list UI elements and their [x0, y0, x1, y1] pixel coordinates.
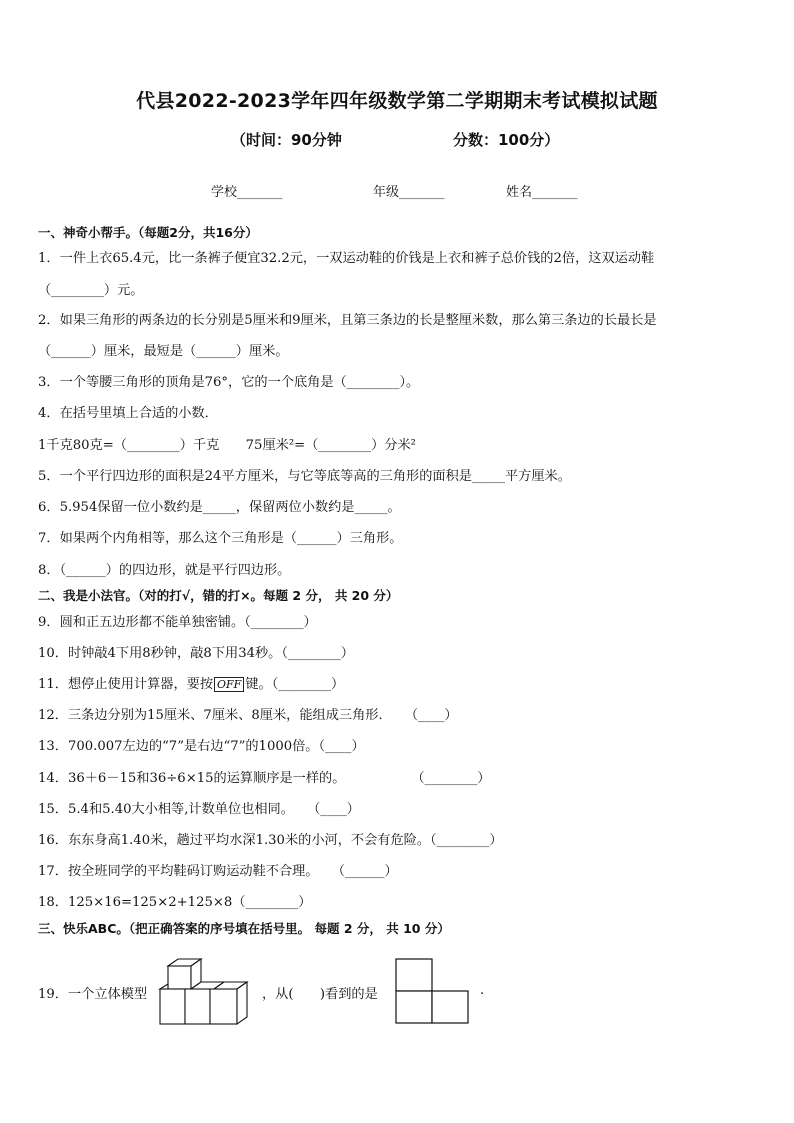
question-9: 9．圆和正五边形都不能单独密铺。（________） [38, 615, 317, 630]
question-5: 5．一个平行四边形的面积是24平方厘米，与它等底等高的三角形的面积是_____平方厘米。 [38, 469, 571, 484]
question-17: 17．按全班同学的平均鞋码订购运动鞋不合理。 （______） [38, 864, 398, 879]
question-1-line-1: 1．一件上衣65.4元，比一条裤子便宜32.2元，一双运动鞋的价钱是上衣和裤子总价钱的2倍，这双运动鞋 [38, 251, 655, 266]
question-3: 3．一个等腰三角形的顶角是76°，它的一个底角是（________）。 [38, 375, 420, 390]
time-label: （时间：90分钟 [231, 131, 342, 149]
cube-model-figure [157, 957, 249, 1027]
view-shape-figure [394, 957, 472, 1025]
question-16: 16．东东身高1.40米，趟过平均水深1.30米的小河，不会有危险。（________） [38, 833, 503, 848]
question-13: 13．700.007左边的“7”是右边“7”的1000倍。（____） [38, 739, 365, 754]
question-1-line-2: （________）元。 [38, 283, 144, 298]
question-19-middle: ，从( )看到的是 [262, 987, 378, 1002]
section-2-heading: 二、我是小法官。（对的打√，错的打×。每题 2 分， 共 20 分） [38, 588, 399, 603]
question-11-after: 键。（________） [245, 677, 345, 692]
question-11 [38, 676, 768, 694]
question-6: 6．5.954保留一位小数约是_____，保留两位小数约是_____。 [38, 500, 401, 515]
question-4-items: 1千克80克=（________）千克 75厘米²=（________）分米² [38, 438, 416, 453]
question-18: 18．125×16=125×2+125×8（________） [38, 895, 312, 910]
grade-field: 年级_______ [373, 185, 445, 200]
question-11-before: 11．想停止使用计算器，要按 [38, 677, 214, 692]
question-4: 4．在括号里填上合适的小数． [38, 406, 218, 421]
question-10: 10．时钟敲4下用8秒钟，敲8下用34秒。（________） [38, 646, 354, 661]
question-19-label: 19．一个立体模型 [38, 987, 148, 1002]
question-14: 14．36＋6－15和36÷6×15的运算顺序是一样的。 （________） [38, 771, 491, 786]
off-key-icon: OFF [214, 677, 244, 692]
exam-title: 代县2022-2023学年四年级数学第二学期期末考试模拟试题 [136, 90, 658, 112]
question-15: 15．5.4和5.40大小相等,计数单位也相同。 （____） [38, 802, 360, 817]
score-label: 分数：100分） [453, 131, 560, 149]
section-3-heading: 三、快乐ABC。（把正确答案的序号填在括号里。 每题 2 分， 共 10 分） [38, 921, 450, 936]
question-7: 7．如果两个内角相等，那么这个三角形是（______）三角形。 [38, 531, 403, 546]
question-2-line-1: 2．如果三角形的两条边的长分别是5厘米和9厘米，且第三条边的长是整厘米数，那么第三条边的长最长是 [38, 313, 657, 328]
school-field: 学校_______ [211, 185, 283, 200]
question-8: 8．（______）的四边形，就是平行四边形。 [38, 563, 291, 578]
name-field: 姓名_______ [506, 185, 578, 200]
question-2-line-2: （______）厘米，最短是（______）厘米。 [38, 344, 289, 359]
section-1-heading: 一、神奇小帮手。（每题2分，共16分） [38, 225, 258, 240]
question-19-end: . [480, 983, 485, 998]
question-12: 12．三条边分别为15厘米、7厘米、8厘米，能组成三角形． （____） [38, 708, 458, 723]
